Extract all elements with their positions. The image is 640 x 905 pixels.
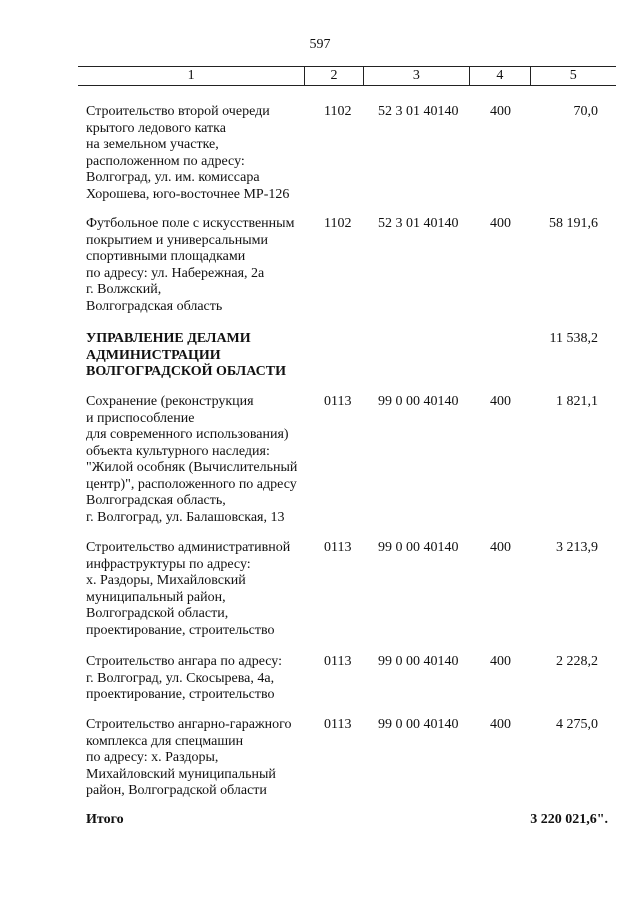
row-expense-type: 400: [490, 394, 511, 409]
row-sum: 1 821,1: [556, 394, 598, 409]
row-name: Строительство ангара по адресу: г. Волгоград, ул. Скосырева, 4а, проектирование, строительство: [86, 654, 282, 702]
row-sum: 70,0: [573, 104, 598, 119]
row-section: 1102: [324, 104, 352, 119]
row-name: Строительство административной инфраструктуры по адресу: х. Раздоры, Михайловский муниципальный район, Волгоградской области, проектирование, строительство: [86, 540, 291, 638]
column-header-5: 5: [530, 67, 616, 86]
row-code: 52 3 01 40140: [378, 104, 459, 119]
row-section: 0113: [324, 717, 352, 732]
row-code: 99 0 00 40140: [378, 540, 459, 555]
column-header-2: 2: [305, 67, 364, 86]
row-sum: 11 538,2: [549, 331, 598, 346]
row-code: 52 3 01 40140: [378, 216, 459, 231]
row-section: 1102: [324, 216, 352, 231]
row-sum: 2 228,2: [556, 654, 598, 669]
row-name: Строительство ангарно-гаражного комплекса для спецмашин по адресу: х. Раздоры, Михайловский муниципальный район, Волгоградской области: [86, 717, 292, 798]
row-expense-type: 400: [490, 717, 511, 732]
row-sum: 58 191,6: [549, 216, 598, 231]
row-expense-type: 400: [490, 216, 511, 231]
page-number: 597: [309, 37, 331, 52]
row-expense-type: 400: [490, 540, 511, 555]
row-expense-type: 400: [490, 654, 511, 669]
row-section: 0113: [324, 654, 352, 669]
column-header-4: 4: [470, 67, 531, 86]
row-name: Сохранение (реконструкция и приспособление для современного использования) объекта культурного наследия: "Жилой особняк (Вычислительный центр)", расположенного по адресу Волгоградская область, г. Волгоград, ул. Балашовская, 13: [86, 394, 298, 525]
row-section: 0113: [324, 540, 352, 555]
row-sum: 4 275,0: [556, 717, 598, 732]
row-code: 99 0 00 40140: [378, 654, 459, 669]
row-code: 99 0 00 40140: [378, 394, 459, 409]
row-name: Футбольное поле с искусственным покрытием и универсальными спортивными площадками по адресу: ул. Набережная, 2а г. Волжский, Волгоградская область: [86, 216, 295, 314]
row-code: 99 0 00 40140: [378, 717, 459, 732]
row-name: Строительство второй очереди крытого ледового катка на земельном участке, расположенном по адресу: Волгоград, ул. им. комиссара Хорошева, юго-восточнее МР-126: [86, 104, 290, 202]
total-label: Итого: [86, 812, 124, 827]
total-sum: 3 220 021,6".: [530, 812, 608, 827]
row-name: УПРАВЛЕНИЕ ДЕЛАМИ АДМИНИСТРАЦИИ ВОЛГОГРАДСКОЙ ОБЛАСТИ: [86, 331, 286, 379]
column-header-table: [78, 66, 616, 86]
row-section: 0113: [324, 394, 352, 409]
row-sum: 3 213,9: [556, 540, 598, 555]
row-expense-type: 400: [490, 104, 511, 119]
column-header-3: 3: [363, 67, 469, 86]
column-header-row: [78, 67, 616, 86]
column-header-1: 1: [78, 67, 305, 86]
